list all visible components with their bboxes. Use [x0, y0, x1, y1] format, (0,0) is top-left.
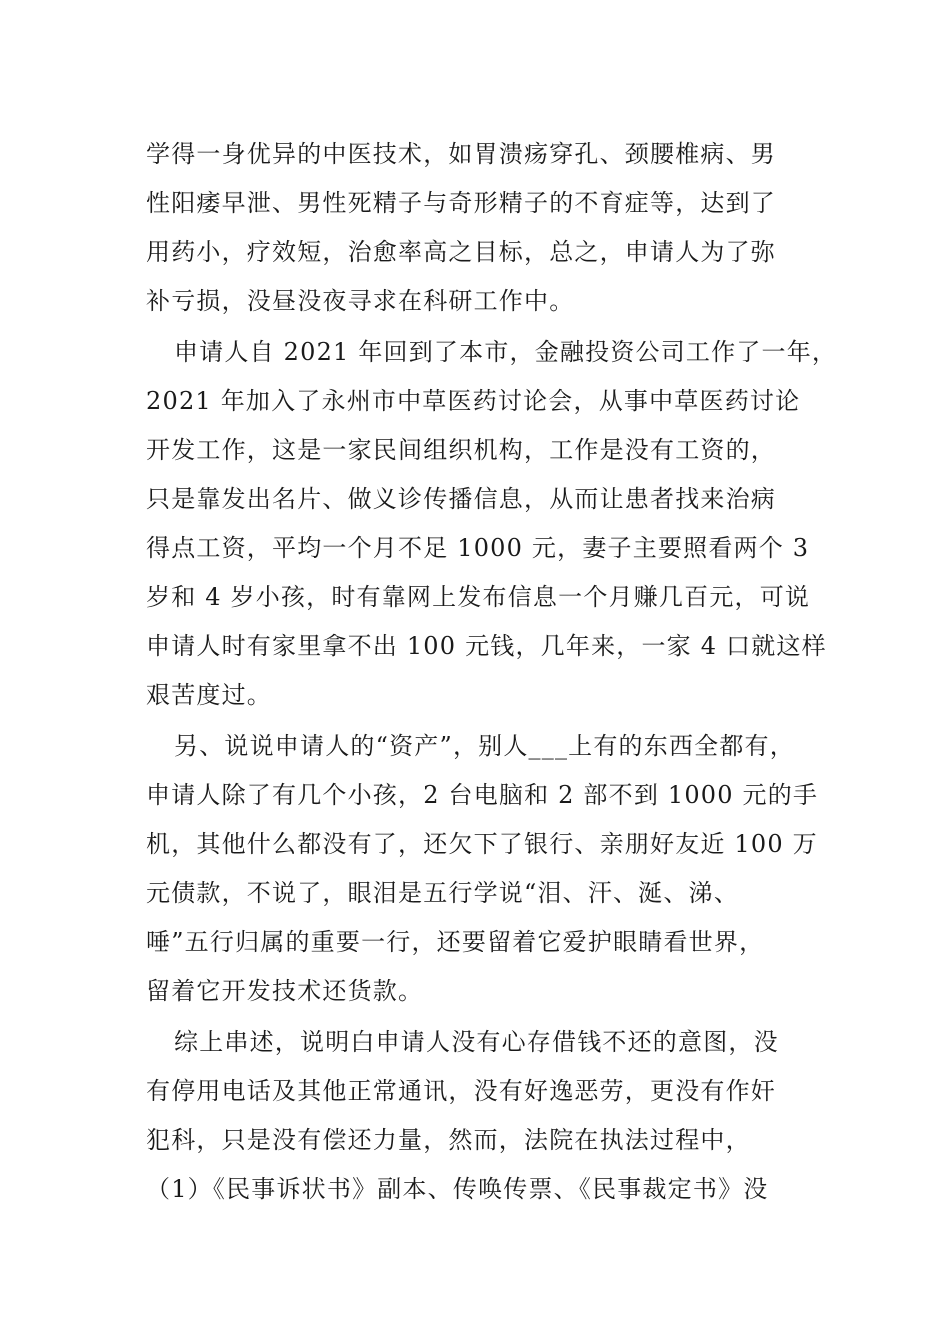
text-line: 申请人除了有几个小孩，2 台电脑和 2 部不到 1000 元的手: [146, 781, 819, 809]
text-line: 学得一身优异的中医技术，如胃溃疡穿孔、颈腰椎病、男: [146, 140, 776, 168]
text-line: 机，其他什么都没有了，还欠下了银行、亲朋好友近 100 万: [146, 830, 818, 858]
text-line: 元债款，不说了，眼泪是五行学说“泪、汗、涎、涕、: [146, 879, 740, 907]
text-line: 补亏损，没昼没夜寻求在科研工作中。: [146, 287, 575, 315]
text-line: 申请人自 2021 年回到了本市，金融投资公司工作了一年，: [174, 338, 838, 366]
text-line: 只是靠发出名片、做义诊传播信息，从而让患者找来治病: [146, 485, 776, 513]
paragraph-2: [146, 328, 838, 720]
text-line: 性阳痿早泄、男性死精子与奇形精子的不育症等，达到了: [146, 189, 776, 217]
text-line: 申请人时有家里拿不出 100 元钱，几年来，一家 4 口就这样: [146, 632, 827, 660]
document-body: [146, 130, 838, 1216]
text-line: 另、说说申请人的“资产”，别人___上有的东西全都有，: [174, 732, 795, 760]
text-line: 犯科，只是没有偿还力量，然而，法院在执法过程中，: [146, 1126, 751, 1154]
text-line: 艰苦度过。: [146, 681, 272, 709]
text-line: 岁和 4 岁小孩，时有靠网上发布信息一个月赚几百元，可说: [146, 583, 811, 611]
text-line: 唾”五行归属的重要一行，还要留着它爱护眼睛看世界，: [146, 928, 765, 956]
text-line: 开发工作，这是一家民间组织机构，工作是没有工资的，: [146, 436, 776, 464]
paragraph-3: [146, 722, 819, 1016]
paragraph-1: [146, 130, 816, 326]
paragraph-4: [146, 1018, 816, 1214]
text-line: 2021 年加入了永州市中草医药讨论会，从事中草医药讨论: [146, 387, 801, 415]
text-line: 留着它开发技术还货款。: [146, 977, 424, 1005]
text-line: 有停用电话及其他正常通讯，没有好逸恶劳，更没有作奸: [146, 1077, 776, 1105]
text-line: 得点工资，平均一个月不足 1000 元，妻子主要照看两个 3: [146, 534, 810, 562]
text-line: （1）《民事诉状书》副本、传唤传票、《民事裁定书》没: [146, 1175, 769, 1203]
text-line: 用药小，疗效短，治愈率高之目标，总之，申请人为了弥: [146, 238, 776, 266]
text-line: 综上串述，说明白申请人没有心存借钱不还的意图，没: [174, 1028, 779, 1056]
